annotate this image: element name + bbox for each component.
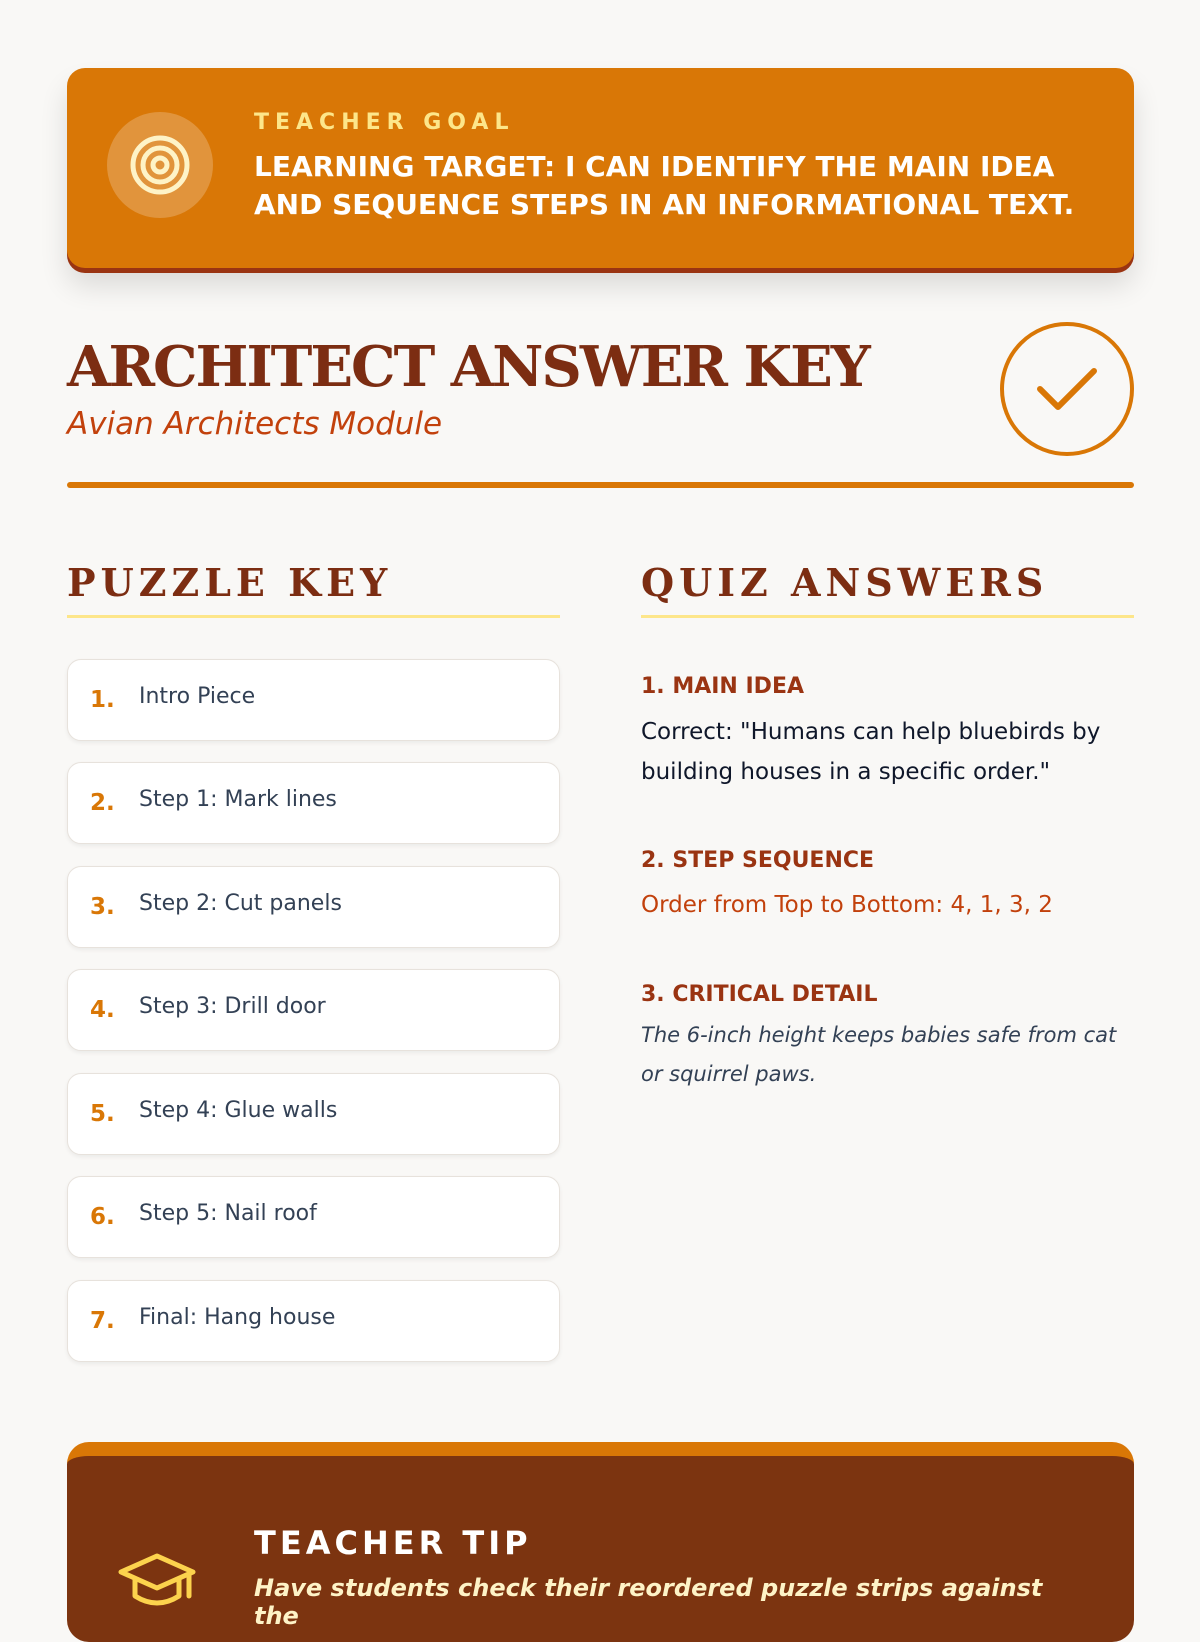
- quiz-answers-heading: QUIZ ANSWERS: [641, 560, 1049, 605]
- page-subtitle: Avian Architects Module: [67, 406, 443, 442]
- puzzle-item: [67, 659, 560, 741]
- step-sequence-answer: Order from Top to Bottom: 4, 1, 3, 2: [641, 892, 1053, 918]
- puzzle-item-number: 3.: [90, 894, 115, 920]
- puzzle-item-number: 6.: [90, 1204, 115, 1230]
- puzzle-key-heading: PUZZLE KEY: [67, 560, 393, 605]
- puzzle-item-number: 2.: [90, 790, 115, 816]
- teacher-tip-text: Have students check their reordered puzzle strips against the: [254, 1574, 1043, 1630]
- goal-kicker: TEACHER GOAL: [254, 110, 515, 135]
- puzzle-item-label: Step 2: Cut panels: [139, 891, 342, 916]
- critical-detail-label: 3. CRITICAL DETAIL: [641, 982, 878, 1007]
- graduation-cap-icon: [119, 1552, 195, 1616]
- puzzle-key-underline: [67, 615, 560, 618]
- learning-target: LEARNING TARGET: I CAN IDENTIFY THE MAIN IDEA AND SEQUENCE STEPS IN AN INFORMATIONAL TEXT.: [254, 150, 1075, 221]
- puzzle-item: [67, 866, 560, 948]
- teacher-tip-panel: [67, 1442, 1134, 1642]
- target-icon: [107, 112, 213, 218]
- puzzle-item-label: Final: Hang house: [139, 1305, 336, 1330]
- puzzle-item: [67, 1280, 560, 1362]
- puzzle-item-label: Step 1: Mark lines: [139, 787, 337, 812]
- step-sequence-label: 2. STEP SEQUENCE: [641, 848, 875, 873]
- puzzle-item: [67, 762, 560, 844]
- puzzle-item-label: Intro Piece: [139, 684, 256, 709]
- puzzle-item: [67, 1073, 560, 1155]
- main-idea-label: 1. MAIN IDEA: [641, 674, 805, 699]
- puzzle-item-number: 1.: [90, 687, 115, 713]
- main-idea-answer: Correct: "Humans can help bluebirds by building houses in a specific order.": [641, 719, 1101, 785]
- puzzle-item-number: 7.: [90, 1308, 115, 1334]
- puzzle-item: [67, 1176, 560, 1258]
- puzzle-item-label: Step 4: Glue walls: [139, 1098, 338, 1123]
- goal-banner: [67, 68, 1134, 268]
- teacher-tip-heading: TEACHER TIP: [254, 1524, 532, 1562]
- page-title: ARCHITECT ANSWER KEY: [67, 334, 869, 400]
- puzzle-item-label: Step 5: Nail roof: [139, 1201, 317, 1226]
- check-icon: [1000, 322, 1134, 456]
- puzzle-item-number: 5.: [90, 1101, 115, 1127]
- title-divider: [67, 482, 1134, 488]
- critical-detail-answer: The 6-inch height keeps babies safe from cat or squirrel paws.: [641, 1023, 1117, 1086]
- puzzle-item: [67, 969, 560, 1051]
- puzzle-item-number: 4.: [90, 997, 115, 1023]
- puzzle-item-label: Step 3: Drill door: [139, 994, 326, 1019]
- quiz-answers-underline: [641, 615, 1134, 618]
